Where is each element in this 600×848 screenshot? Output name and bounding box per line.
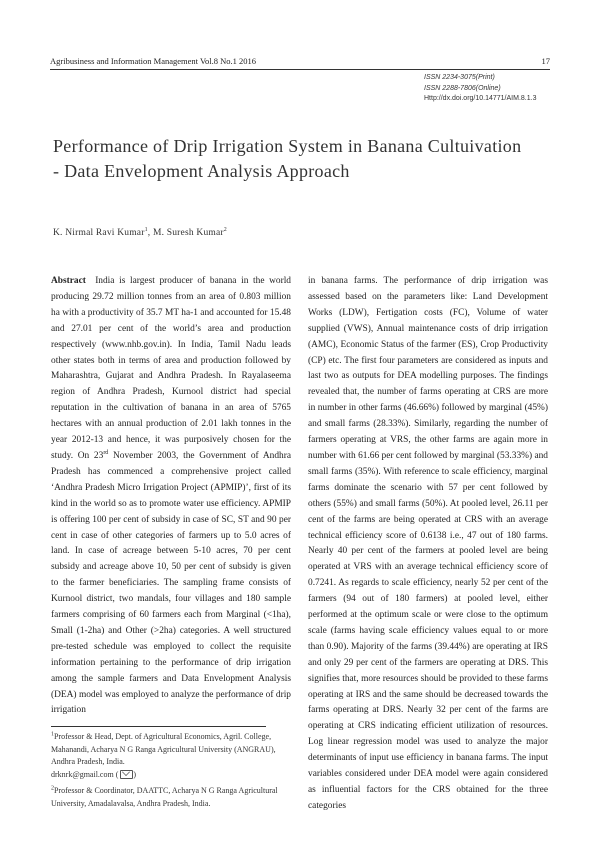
- email-paren-open: (: [113, 769, 119, 779]
- author-separator: ,: [147, 228, 153, 238]
- author-1: K. Nirmal Ravi Kumar: [53, 228, 145, 238]
- footnote-2: [51, 785, 291, 810]
- abstract-right-column: [308, 274, 548, 815]
- footnote-2-text: Professor & Coordinator, DAATTC, Acharya N G Ranga Agricultural University, Amadalavalsa, Andhra Pradesh, India.: [51, 786, 278, 808]
- email-paren-close: ): [133, 769, 137, 779]
- author-2: M. Suresh Kumar: [152, 228, 224, 238]
- publication-meta: [424, 73, 536, 105]
- abstract-continuation: in banana farms. The performance of drip irrigation was assessed based on the parameters like: Land Development Works (LDW), Fertigation costs (FC), Volume of water supplied (VWS), Annual maintenance costs of drip irrigation (AMC), Economic Status of the farmer (ES), Crop Productivity (CP) etc. The first four parameters are considered as inputs and last two as outputs for DEA modelling purposes. The findings revealed that, the number of farms operating at CRS are more in number in other farms (46.66%) followed by marginal (45%) and small farms (28.33%). Similarly, regarding the number of farmers operating at VRS, the other farms are again more in number with 61.66 per cent followed by marginal (53.33%) and small farms (35%). With reference to scale efficiency, marginal farms dominate the scenario with 57 per cent followed by others (55%) and small farms (50%). At pooled level, 26.11 per cent of the farms are being operated at CRS with an average technical efficiency score of 0.6138 i.e., 47 out of 180 farms. Nearly 40 per cent of the farmers at pooled level are being operated at VRS with an average technical efficiency score of 0.7241. As regards to scale efficiency, nearly 52 per cent of the farmers (94 out of 180 farmers) at pooled level, either performed at the optimum scale or were close to the optimum scale (farms having scale efficiency values equal to or more than 0.90). Majority of the farms (39.44%) are operating at IRS and only 29 per cent of the farmers are operating at DRS. This signifies that, more resources should be provided to these farms operating at IRS and the same should be decreased towards the farms operating at DRS. Nearly 32 per cent of the farms are operating at CRS indicating efficient utilization of resources. Log linear regression model was used to analyze the major determinants of input use efficiency in banana farms. The input variables considered under DEA model were again considered as influential factors for the CRS obtained for the three categories: [308, 276, 548, 811]
- footnote-1-text: Professor & Head, Dept. of Agricultural Economics, Agril. College, Mahanandi, Acharya N G Ranga Agricultural University (ANGRAU), Andhra Pradesh, India.: [51, 732, 276, 767]
- abstract-paragraph: [51, 274, 291, 719]
- page-number: 17: [541, 56, 550, 66]
- header-rule: [50, 69, 550, 70]
- paper-title: [53, 134, 533, 184]
- abstract-left-column: [51, 274, 291, 719]
- footnote-2-mark: 2: [51, 785, 54, 792]
- issn-print: ISSN 2234-3075(Print): [424, 74, 495, 81]
- journal-name: Agribusiness and Information Management Vol.8 No.1 2016: [50, 56, 257, 66]
- abstract-date-sup: rd: [103, 449, 109, 456]
- author-list: [53, 228, 227, 238]
- doi-link[interactable]: Http://dx.doi.org/10.14771/AIM.8.1.3: [424, 95, 537, 102]
- abstract-text-b: November 2003, the Government of Andhra Pradesh has commenced a comprehensive project called ‘Andhra Pradesh Micro Irrigation Project (APMIP)’, first of its kind in the world so as to promote water use efficiency. APMIP is offering 100 per cent of subsidy in case of SC, ST and 90 per cent in case of other categories of farmers up to 5.0 acres of land. In case of acreage between 5-10 acres, 70 per cent subsidy and acreage above 10, 50 per cent of subsidy is given to the farmer beneficiaries. The sampling frame consists of Kurnool district, two mandals, four villages and 180 sample farmers comprising of 60 farmers each from Marginal (<1ha), Small (1-2ha) and Other (>2ha) categories. A well structured pre-tested schedule was employed to collect the requisite information pertaining to the performance of drip irrigation among the sample farmers and Data Envelopment Analysis (DEA) model was employed to analyze the performance of drip irrigation: [51, 450, 291, 716]
- mail-icon: [120, 770, 133, 779]
- footnote-rule: [51, 726, 266, 727]
- abstract-text-a: India is largest producer of banana in the world producing 29.72 million tonnes from an area of 0.803 million ha with a productivity of 35.7 MT ha-1 and accounted for 15.48 and 27.01 per cent of the world’s area and production respectively (www.nhb.gov.in). In India, Tamil Nadu leads other states both in terms of area and production followed by Maharashtra, Gujarat and Andhra Pradesh. In Rayalaseema region of Andhra Pradesh, Kurnool district had special reputation in the cultivation of banana in an area of 5765 hectares with an annual production of 2.01 lakh tonnes in the year 2012-13 and hence, it was purposively chosen for the study. On 23: [51, 276, 291, 461]
- author-1-mark: 1: [144, 226, 148, 233]
- issn-online: ISSN 2288-7806(Online): [424, 84, 501, 92]
- footnote-1-mark: 1: [51, 731, 54, 738]
- footnote-1-email[interactable]: drknrk@gmail.com: [51, 769, 114, 779]
- footnotes-block: [51, 731, 291, 815]
- title-line-1: Performance of Drip Irrigation System in Banana Cultuivation: [53, 136, 522, 156]
- author-2-mark: 2: [223, 226, 227, 233]
- abstract-label: Abstract: [51, 276, 86, 286]
- footnote-1: [51, 731, 291, 781]
- title-line-2: - Data Envelopment Analysis Approach: [53, 161, 350, 181]
